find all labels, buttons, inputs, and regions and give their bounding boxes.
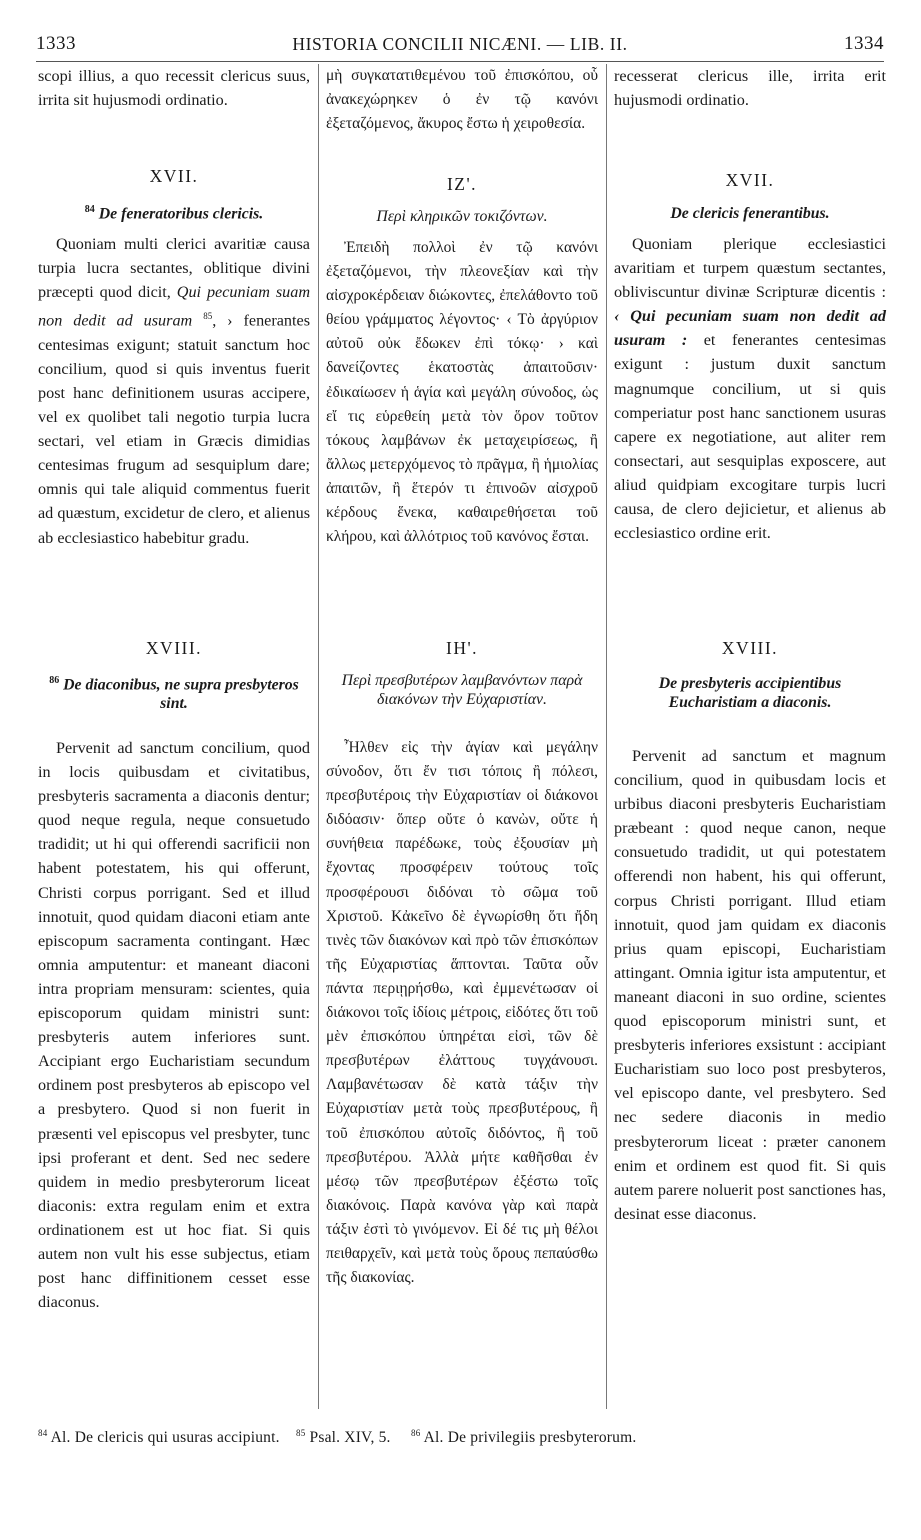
canon-17-heading-greek: Περὶ κληρικῶν τοκιζόντων. bbox=[376, 208, 548, 225]
footnote-85-text: Psal. XIV, 5. bbox=[309, 1429, 391, 1447]
page-number-right: 1334 bbox=[844, 33, 884, 54]
canon-17-text-right bbox=[614, 232, 886, 545]
canon-18-text: Pervenit ad sanctum concilium, quod in locis quibusdam et civitatibus, presbyteris sacramenta a diaconis dentur; quod neque regula, neque consuetudo tradidit; ut hi qui offerendi sacrificii non habent potestatem, his qui offerunt, Christi corpus porrigant. Sed et illud innotuit, quod quidam diaconi etiam ante episcopum sacramenta contingant. Hæc omnia amputentur: et maneant diaconi intra propriam mensuram: scientes, quia episcoporum quidam ministri sunt: presbyteris autem inferiores sunt. Accipiant ergo Eucharistiam secundum ordinem post presbyteros ab episcopo vel a presbytero. Quod si non fuerit in præsenti vel episcopus vel presbyter, tunc ipsi proferant et dent. Sed nec sedere quidem in medio presbyterorum liceat diaconis: extra regulam enim et extra ordinationem est ut hoc fiat. Si quis autem non vult his esse subjectus, etiam post hanc diffinitionem cesset esse diaconus. bbox=[38, 739, 310, 1312]
canon-17-text-right-b: et fenerantes centesimas exigunt : justum duxit sanctum magnumque concilium, ut si quis comperiatur post hanc sanctionem usuras capere ex negotiatione, aut aliter rem consectari, aut sesquiplas exposcere, aut aliud quidpiam excogitare turpis lucri causa, de clero dejicietur, et alienus ab ecclesiastico ordine erit. bbox=[614, 331, 887, 543]
canon-17-text-b: , › fenerantes centesimas exigunt; statuit sanctum hoc concilium, quod si quis inventus fuerit post hanc definitionem usuras accipere, vel ex quolibet tali negotio turpia lucra sectari, vel etiam in Græcis dimidias centesimas frugum ad sesquiplum dare; omnis qui tale aliquid commentus fuerit ad quæstum, excidetur de clero, et alienus ab ecclesiastico habebitur gradu. bbox=[38, 311, 311, 547]
canon-18-number-right: XVIII. bbox=[721, 638, 779, 658]
column-divider-right bbox=[606, 64, 607, 1409]
canon-17-heading-right: De clericis fenerantibus. bbox=[670, 205, 830, 222]
canon-17-heading bbox=[38, 200, 310, 223]
footnote-84-mark: 84 bbox=[38, 1428, 48, 1438]
footnotes bbox=[38, 1428, 888, 1447]
canon-18-number: XVIII. bbox=[145, 638, 203, 658]
footnote-86-text: Al. De privilegiis presbyterorum. bbox=[423, 1429, 637, 1447]
footnote-86-mark: 86 bbox=[411, 1428, 421, 1438]
canon-17-heading-text: De feneratoribus clericis. bbox=[98, 205, 264, 223]
canon-18-text-greek: Ἦλθεν εἰς τὴν ἁγίαν καὶ μεγάλην σύνοδον, ὅτι ἔν τισι τόποις ἢ πόλεσι, πρεσβυτέροις τὴν Εὐχαριστίαν οἱ διάκονοι διδόασιν· ὅπερ οὔτε ὁ κανὼν, οὔτε ἡ συνήθεια παρέδωκε, τοὺς ἐξουσίαν μὴ ἔχοντας προσφέρειν τούτους τοῖς προσφέρουσι διδόναι τὸ σῶμα τοῦ Χριστοῦ. Κἀκεῖνο δὲ ἐγνωρίσθη ὅτι ἤδη τινὲς τῶν διακόνων καὶ πρὸ τῶν ἐπισκόπων τῆς Εὐχαριστίας ἅπτονται. Ταῦτα οὖν πάντα περιῃρήσθω, καὶ ἐμμενέτωσαν οἱ διάκονοι τοῖς ἰδίοις μέτροις, εἰδότες ὅτι τοῦ μὲν ἐπισκόπου ὑπηρέται εἰσὶ, τῶν δὲ πρεσβυτέρων ἐλάττους τυγχάνουσι. Λαμβανέτωσαν δὲ κατὰ τάξιν τὴν Εὐχαριστίαν μετὰ τοὺς πρεσβυτέρους, ἢ τοῦ ἐπισκόπου αὐτοῖς διδόντος, ἢ τοῦ πρεσβυτέρου. Ἀλλὰ μήτε καθῆσθαι ἐν μέσῳ τῶν πρεσβυτέρων ἐξέστω τοῖς διακόνοις. Παρὰ κανόνα γὰρ καὶ παρὰ τάξιν ἐστὶ τὸ γινόμενον. Εἰ δέ τις μὴ θέλοι πειθαρχεῖν, καὶ μετὰ τοὺς ὅρους πεπαύσθω τῆς διακονίας. bbox=[326, 739, 598, 1287]
column-divider-left bbox=[318, 64, 319, 1409]
scripture-quote-right: ‹ Qui pecuniam suam non dedit ad usuram : bbox=[614, 307, 886, 350]
continued-text-greek: μὴ συγκατατιθεμένου τοῦ ἐπισκόπου, οὗ ἀνακεχώρηκεν ὁ ἐν τῷ κανόνι ἐξεταζόμενος, ἄκυρος ἔστω ἡ χειροθεσία. bbox=[326, 67, 598, 133]
footnote-ref-84: 84 bbox=[84, 204, 95, 215]
canon-17-text bbox=[38, 232, 310, 550]
canon-17-number-greek: ΙΖ'. bbox=[446, 174, 478, 194]
continued-text-right: recesserat clericus ille, irrita erit hujusmodi ordinatio. bbox=[614, 67, 886, 110]
canon-18-text-right: Pervenit ad sanctum et magnum concilium, quod in quibusdam locis et urbibus diaconi presbyteris Eucharistiam præbeant : quod neque canon, neque consuetudo tradidit, ut qui potestatem offerendi non habent, his qui offerunt, corpus Christi porrigant. Illud etiam innotuit, quod jam quidam ex diaconis prius quam episcopi, Eucharistiam attingant. Omnia igitur ista amputentur, et maneant diaconi in suo ordine, scientes quod episcoporum ministri sunt, et presbyteris inferiores exsistunt : accipiant Eucharistiam suo loco post presbyteros, vel episcopo dante, vel presbytero. Sed nec sedere diaconis in medio presbyterorum liceat : præter canonem enim et ordinem est quod fit. Si quis autem parere noluerit post sanctiones has, desinat esse diaconus. bbox=[614, 747, 886, 1223]
canon-18-heading-text: De diaconibus, ne supra presbyteros sint. bbox=[63, 676, 299, 713]
canon-18-number-greek: ΙΗ'. bbox=[446, 638, 478, 658]
canon-17-text-a: Quoniam multi clerici avaritiæ causa turpia lucra sectantes, oblitique divini præcepti quod dicit, bbox=[38, 235, 310, 302]
footnote-85-mark: 85 bbox=[296, 1428, 306, 1438]
running-header bbox=[36, 33, 884, 62]
canon-18-heading-greek: Περὶ πρεσβυτέρων λαμβανόντων παρὰ διακόνων τὴν Εὐχαριστίαν. bbox=[341, 672, 583, 708]
canon-17-text-right-a: Quoniam plerique ecclesiastici avaritiam et turpem quæstum sectantes, obliviscuntur divinæ Scripturæ dicentis : bbox=[614, 235, 886, 302]
canon-17-text-greek: Ἐπειδὴ πολλοὶ ἐν τῷ κανόνι ἐξεταζόμενοι, τὴν πλεονεξίαν καὶ τὴν αἰσχροκέρδειαν διώκοντες, ἐπελάθοντο τοῦ θείου γράμματος λέγοντος· ‹ Τὸ ἀργύριον αὐτοῦ οὐκ ἔδωκεν ἐπὶ τόκῳ· › καὶ δανείζοντες ἑκατοστὰς ἀπαιτοῦσιν· ἐδικαίωσεν ἡ ἁγία καὶ μεγάλη σύνοδος, ὡς εἴ τις εὑρεθείη μετὰ τὸν ὅρον τοῦτον τόκους λαμβάνων ἐκ μεταχειρίσεως, ἢ ἄλλως μετερχόμενος τὸ πρᾶγμα, ἢ ἡμιολίας ἀπαιτῶν, ἢ ἕτερόν τι ἐπινοῶν αἰσχροῦ κέρδους ἕνεκα, καθαιρεθήσεται τοῦ κλήρου, καὶ ἀλλότριος τοῦ κανόνος ἔσται. bbox=[326, 239, 598, 546]
footnote-ref-86: 86 bbox=[49, 675, 60, 686]
running-title: HISTORIA CONCILII NICÆNI. — LIB. II. bbox=[292, 34, 628, 54]
page-number-left: 1333 bbox=[36, 33, 76, 54]
canon-17-number: XVII. bbox=[149, 166, 199, 186]
footnote-ref-85: 85 bbox=[203, 311, 213, 322]
canon-18-heading bbox=[38, 671, 310, 713]
canon-17-number-right: XVII. bbox=[725, 170, 775, 190]
scripture-quote: Qui pecuniam suam non dedit ad usuram bbox=[38, 283, 311, 330]
canon-18-heading-right: De presbyteris accipientibus Eucharistiam a diaconis. bbox=[658, 675, 842, 711]
continued-text: scopi illius, a quo recessit clericus suus, irrita sit hujusmodi ordinatio. bbox=[38, 67, 310, 110]
footnote-84-text: Al. De clericis qui usuras accipiunt. bbox=[50, 1429, 280, 1447]
